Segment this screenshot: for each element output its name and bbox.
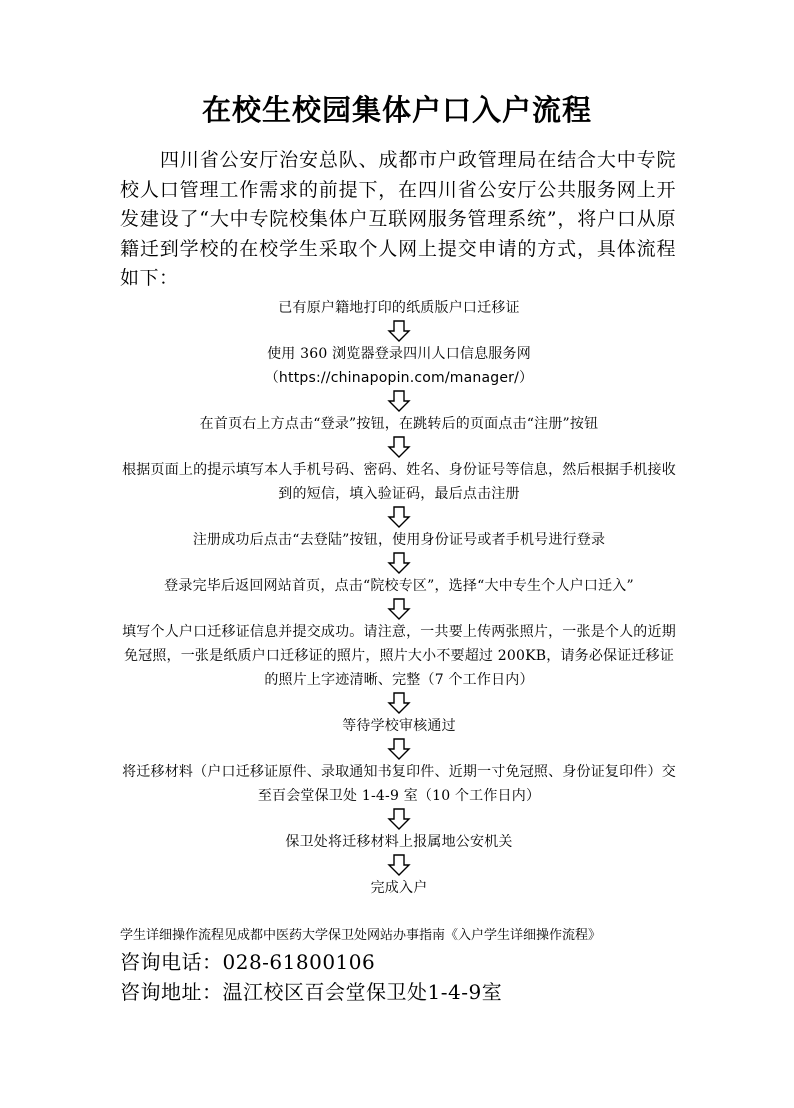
step-website-url: （https://chinapopin.com/manager/） (264, 370, 534, 386)
contact-address: 咨询地址：温江校区百会堂保卫处1-4-9室 (120, 980, 503, 1004)
step-school-review: 等待学校审核通过 (342, 718, 456, 734)
down-arrow-icon (118, 506, 680, 528)
footnote-guide-reference: 学生详细操作流程见成都中医药大学保卫处网站办事指南《入户学生详细操作流程》 (120, 928, 602, 943)
step-complete: 完成入户 (370, 880, 428, 896)
step-submit-application: 填写个人户口迁移证信息并提交成功。请注意，一共要上传两张照片，一张是个人的近期免冠照，一张是纸质户口迁移证的照片，照片大小不要超过 200KB，请务必保证迁移证的照片上字迹清晰、完整（7 个工作日内） (122, 624, 676, 688)
down-arrow-icon (118, 320, 680, 342)
step-report-police: 保卫处将迁移材料上报属地公安机关 (285, 834, 513, 850)
contact-phone: 咨询电话：028-61800106 (120, 950, 376, 974)
down-arrow-icon (118, 738, 680, 760)
down-arrow-icon (118, 598, 680, 620)
step-click-register: 在首页右上方点击“登录”按钮，在跳转后的页面点击“注册”按钮 (199, 416, 599, 432)
step-login: 注册成功后点击“去登陆”按钮，使用身份证号或者手机号进行登录 (192, 532, 606, 548)
down-arrow-icon (118, 436, 680, 458)
process-flowchart (118, 296, 680, 900)
down-arrow-icon (118, 808, 680, 830)
intro-paragraph: 四川省公安厅治安总队、成都市户政管理局在结合大中专院校人口管理工作需求的前提下，在四川省公安厅公共服务网上开发建设了“大中专院校集体户互联网服务管理系统”，将户口从原籍迁到学校的在校学生采取个人网上提交申请的方式，具体流程如下： (120, 149, 676, 290)
down-arrow-icon (118, 552, 680, 574)
down-arrow-icon (118, 854, 680, 876)
step-fill-registration-info: 根据页面上的提示填写本人手机号码、密码、姓名、身份证号等信息，然后根据手机接收到的短信，填入验证码，最后点击注册 (122, 462, 676, 502)
down-arrow-icon (118, 692, 680, 714)
step-login-website: 使用 360 浏览器登录四川人口信息服务网 (267, 346, 531, 362)
step-paper-transfer-certificate: 已有原户籍地打印的纸质版户口迁移证 (278, 300, 520, 316)
down-arrow-icon (118, 390, 680, 412)
page-title: 在校生校园集体户口入户流程 (201, 93, 592, 127)
step-select-service: 登录完毕后返回网站首页，点击“院校专区”，选择“大中专生个人户口迁入” (164, 578, 634, 594)
step-submit-materials: 将迁移材料（户口迁移证原件、录取通知书复印件、近期一寸免冠照、身份证复印件）交至百会堂保卫处 1-4-9 室（10 个工作日内） (122, 764, 676, 804)
